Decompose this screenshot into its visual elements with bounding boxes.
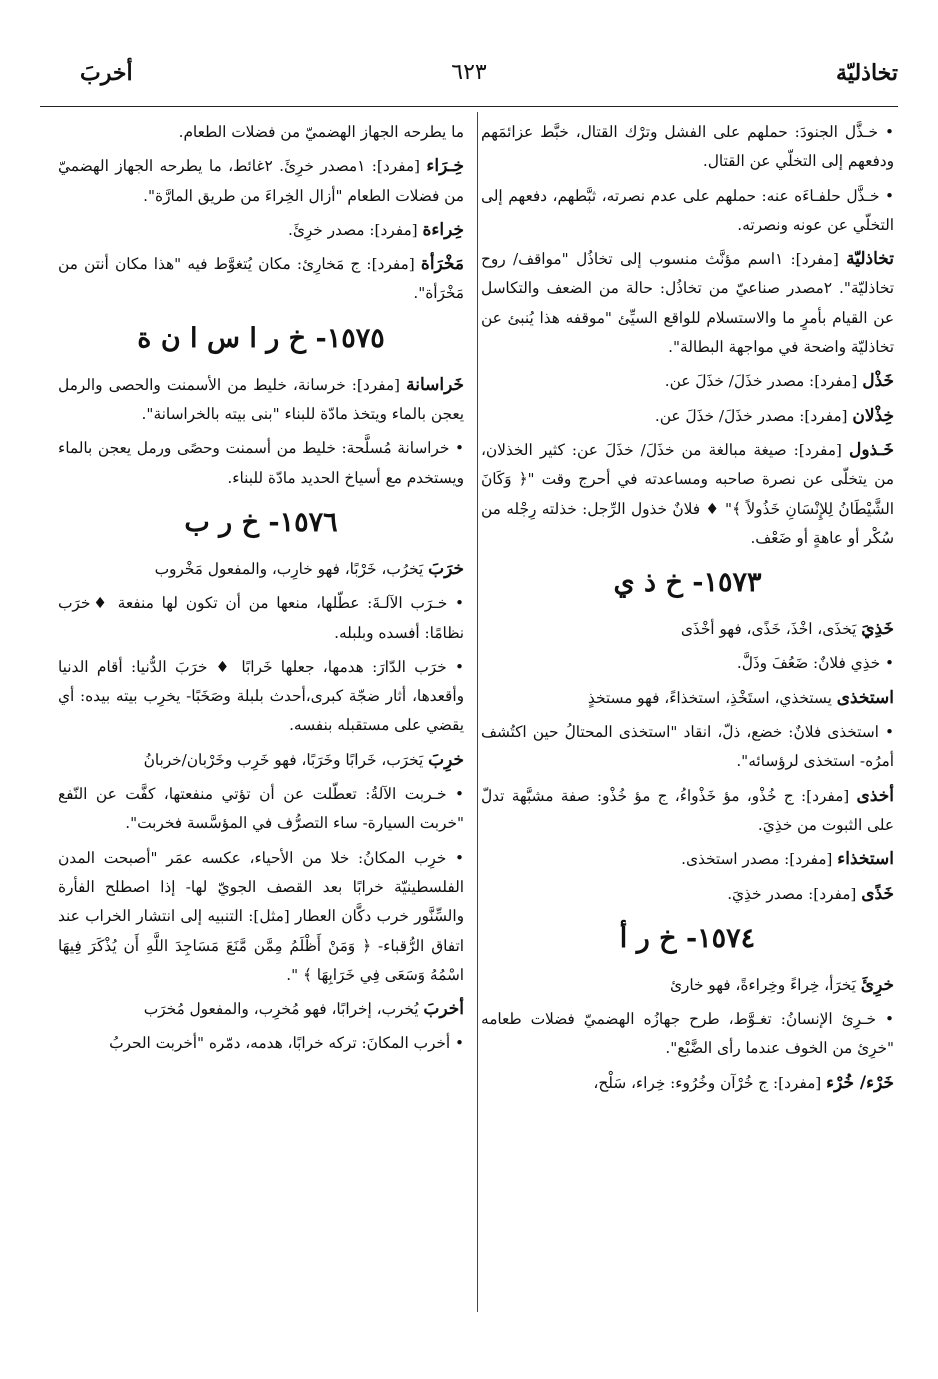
definition: يُخرب، إخرابًا، فهو مُخرِب، والمفعول مُخرَب xyxy=(143,1000,424,1019)
entry xyxy=(481,1069,894,1098)
headword: خرِبَ xyxy=(428,749,464,770)
entry xyxy=(481,845,894,874)
entry-text: • خرَب الدّارَ: هدمها، جعلها خَرابًا ♦ خرَبَ الدُّنيا: أقام الدنيا وأقعدها، أثار ضجّة كبرى،أحدث بلبلة وصَخَبًا- يخرِب بيته بيده: أي يقضي على مستقبله بنفسه. xyxy=(58,657,464,735)
page-header xyxy=(40,60,898,100)
right-column xyxy=(481,118,894,1103)
entry-text: ما يطرحه الجهاز الهضميّ من فضلات الطعام. xyxy=(178,123,464,141)
headword: خِـرَاء xyxy=(426,156,464,177)
definition: [مفرد]: ج خُرْآن وخُرُوء: خِراء، سَلْح، xyxy=(593,1073,827,1092)
headword: خَراسانة xyxy=(406,374,464,395)
definition: [مفرد]: مصدر خرِئَ. xyxy=(288,220,423,239)
definition: [مفرد]: صيغة مبالغة من خذَلَ/ خذَلَ عن: كثير الخذلان، من يتخلّى عن نصرة صاحبه ومساعدته في أحرج وقت "﴿ وَكَانَ الشَّيْطَانُ لِلإِنْسَانِ خَذُولاً ﴾" ♦ فلانٌ خذول الرِّجل: خذلته رِجْله من سُكْر أو عاهةٍ أو ضَعْف. xyxy=(481,440,894,547)
headword: خِراءة xyxy=(422,219,464,240)
entry-text: • خراسانة مُسلَّحة: خليط من أسمنت وحصًى ورمل يعجن بالماء ويستخدم مع أسياخ الحديد مادّة للبناء. xyxy=(58,439,464,487)
definition: يَخرَب، خَرابًا وخَرَبًا، فهو خَرِب وخَرْبان/خربانُ xyxy=(143,750,429,769)
entry-text: • خـربت الآلةُ: تعطّلت عن أن تؤتي منفعتها، كفَّت عن النّفع "خربت السيارة- ساء التصرُّف في المؤسَّسة فخربت". xyxy=(58,785,464,833)
entry xyxy=(58,216,464,245)
entry xyxy=(481,367,894,396)
guide-word-left: أخربَ xyxy=(80,60,133,86)
root-heading: ١٥٧٤- خ ر أ xyxy=(619,922,756,954)
headword: خَذْل xyxy=(862,371,894,392)
definition: يستخذي، استَخْذِ، استخذاءً، فهو مستخذٍ xyxy=(587,688,837,707)
entry xyxy=(481,971,894,1000)
headword: استخذاء xyxy=(837,849,894,870)
entry xyxy=(58,746,464,775)
entry xyxy=(58,555,464,584)
headword: خرَبَ xyxy=(428,558,464,579)
entry-text: • خـذَّل الجنودَ: حملهم على الفشل وترْك القتال، خبَّط عزائمَهم ودفعهم إلى التخلّي عن القتال. xyxy=(481,123,894,171)
definition: [مفرد]: مصدر استخذى. xyxy=(681,850,838,869)
entry-text: • خرِب المكانُ: خلا من الأحياء، عكسه عمَر "أصبحت المدن الفلسطينيّة خرابًا بعد القصف الجويّ لها- إذا اصطلح الفأرة والسِّنَّور خرب دكَّان العطار [مثل]: التنبيه إلى انتشار الخراب عند اتفاق الرُّقباء- ﴿ وَمَنْ أَظْلَمُ مِمَّن مَّنَعَ مَسَاجِدَ اللَّهِ أَن يُذْكَرَ فِيهَا اسْمُهُ وَسَعَى فِي خَرَابِهَا ﴾ ". xyxy=(58,848,464,984)
definition: يَخرَأ، خِراءً وخِراءةً، فهو خارئ xyxy=(669,975,861,994)
headword: تخاذليّة xyxy=(846,249,894,270)
entry-text: • خـرَب الآلـةَ: عطّلها، منعها من أن تكون لها منفعة ♦خرَب نظامًا: أفسده وبلبله. xyxy=(58,594,464,642)
root-heading: ١٥٧٦- خ ر ب xyxy=(184,506,338,538)
definition: يَخرُب، خَرْبًا، فهو خارِب، والمفعول مَخْروب xyxy=(154,559,429,578)
entry xyxy=(481,615,894,644)
headword: خَذًى xyxy=(861,883,894,904)
headword: خِذْلان xyxy=(852,405,894,426)
entry-text: • أخرب المكانَ: تركه خرابًا، هدمه، دمّره "أخربت الحربُ xyxy=(109,1034,464,1053)
headword: خَـذول xyxy=(849,439,894,460)
entry xyxy=(481,684,894,713)
entry xyxy=(58,371,464,430)
left-column xyxy=(58,118,464,1064)
root-heading: ١٥٧٣- خ ذ ي xyxy=(613,567,762,599)
definition: [مفرد]: ج خُذْو، مؤ خَذْواءُ، ج مؤ خُذْو: صفة مشبَّهة تدلّ على الثبوت من خذِيَ. xyxy=(481,786,894,834)
entry-text: • خـرِئ الإنسانُ: تغـوَّط، طرح جهازُه الهضميّ فضلات طعامه "خرِئ من الخوف عندما رأى الضَّبْع". xyxy=(481,1010,894,1058)
entry-text: • خـذَّل حلفـاءَه عنه: حملهم على عدم نصرته، ثبَّطهم، دفعهم إلى التخلّي عن عونه ونصرته. xyxy=(481,186,894,234)
headword: مَخْرَأة xyxy=(420,254,464,275)
entry xyxy=(481,436,894,553)
headword: خَذِيَ xyxy=(861,619,894,640)
entry xyxy=(481,245,894,362)
entry xyxy=(481,880,894,909)
definition: [مفرد]: مصدر خذَلَ/ خذَلَ عن. xyxy=(654,406,853,425)
definition: [مفرد]: ج مَخارِئ: مكان يُتغوَّط فيه "هذا مكان أنتن من مَخْرَأة". xyxy=(58,255,464,303)
headword: خرِئَ xyxy=(860,974,894,995)
headword: استخذى xyxy=(836,687,894,708)
guide-word-right: تخاذليّة xyxy=(836,60,898,86)
headword: خَرْء/ خُرْء xyxy=(826,1072,894,1093)
definition: [مفرد]: ١مصدر خرِئَ. ٢غائط، ما يطرحه الجهاز الهضميّ من فضلات الطعام "أزال الخِراءَ من طريق المارَّة". xyxy=(58,157,464,205)
entry xyxy=(58,995,464,1024)
entry xyxy=(481,782,894,841)
definition: [مفرد]: ١اسم مؤنَّث منسوب إلى تخاذُل "مواقف/ روح تخاذليّة". ٢مصدر صناعيّ من تخاذُل: حالة من الضعف والتكاسل عن القيام بأمرٍ ما والاستسلام للواقع السيِّئ "موقفه هذا يُنبئ عن تخاذليّة واضحة في مواجهة البطالة". xyxy=(481,250,895,357)
column-divider xyxy=(477,112,478,1312)
headword: أخربَ xyxy=(423,999,464,1020)
definition: يَخذَى، اخْذَ، خَذًى، فهو أخْذَى xyxy=(680,620,862,639)
definition: [مفرد]: خرسانة، خليط من الأسمنت والحصى والرمل يعجن بالماء ويتخذ مادّة للبناء "بنى بيته بالخراسانة". xyxy=(58,375,464,424)
definition: [مفرد]: مصدر خذِيَ. xyxy=(727,884,862,903)
root-heading: ١٥٧٥- خ ر ا س ا ن ة xyxy=(137,322,385,354)
headword: أخذى xyxy=(856,785,894,806)
entry xyxy=(481,402,894,431)
definition: [مفرد]: مصدر خذَلَ/ خذَلَ عن. xyxy=(664,372,863,391)
entry-text: • خذِي فلانٌ: ضَعُفَ وذَلَّ. xyxy=(736,654,894,673)
entry xyxy=(58,152,464,211)
entry xyxy=(58,250,464,309)
header-rule xyxy=(40,106,898,107)
page-number: ٦٢٣ xyxy=(451,60,487,85)
entry-text: • استخذى فلانٌ: خضع، ذلّ، انقاد "استخذى المحتالُ حين اكتُشف أمرُه- استخذى لرؤسائه". xyxy=(481,723,894,771)
